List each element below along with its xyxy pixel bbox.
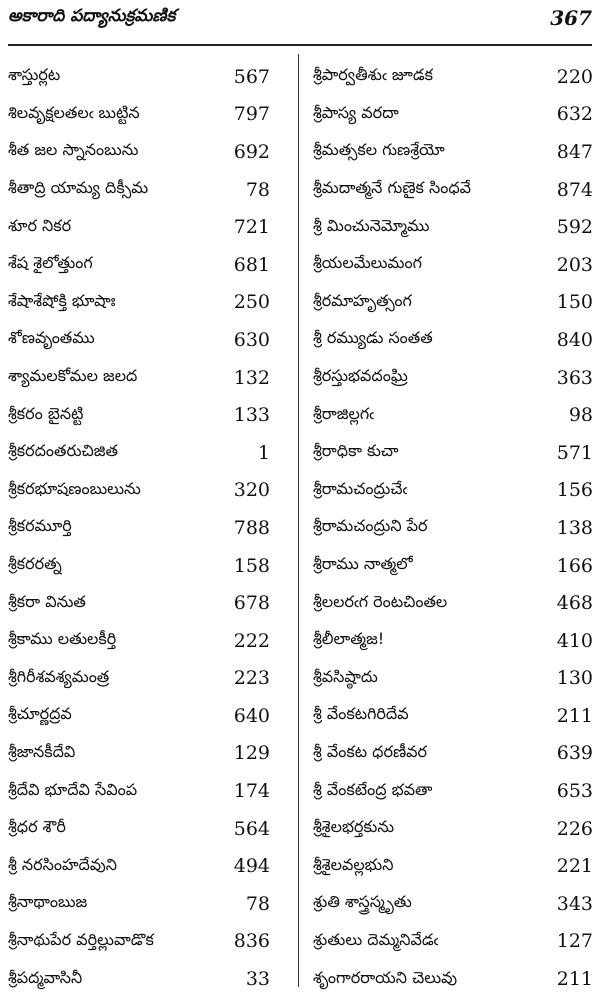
entry-first-line: శేషాశేషోక్తి భూషాః bbox=[8, 290, 116, 310]
entry-page-number: 78 bbox=[245, 892, 270, 915]
index-entry bbox=[313, 660, 593, 698]
entry-first-line: శ్రీరాము నాత్మలో bbox=[313, 554, 413, 574]
page-number: 367 bbox=[550, 6, 592, 30]
header-rule bbox=[8, 44, 592, 46]
index-entry bbox=[8, 772, 270, 810]
entry-first-line: శ్రీవసిష్ఠాదు bbox=[313, 666, 378, 686]
entry-first-line: శ్రీనాథాంబుజ bbox=[8, 892, 88, 912]
index-entry bbox=[8, 96, 270, 134]
index-entry bbox=[8, 434, 270, 472]
entry-page-number: 847 bbox=[556, 140, 593, 163]
index-entry bbox=[313, 472, 593, 510]
entry-page-number: 158 bbox=[233, 554, 270, 577]
index-entry bbox=[8, 321, 270, 359]
entry-first-line: శ్రీలలరఁగ రెంటచింతల bbox=[313, 591, 448, 611]
entry-page-number: 221 bbox=[556, 855, 593, 878]
entry-first-line: శ్రీకాము లతులకీర్తి bbox=[8, 629, 117, 649]
entry-first-line: శ్రీదేవి భూదేవి సేవింప bbox=[8, 779, 138, 799]
entry-first-line: శాస్తుర్లట bbox=[8, 65, 61, 85]
index-entry bbox=[8, 284, 270, 322]
entry-page-number: 130 bbox=[556, 667, 593, 690]
entry-first-line: శ్రీకరం బైనట్టి bbox=[8, 403, 84, 423]
index-entry bbox=[313, 960, 593, 998]
entry-first-line: శ్రీరామచంద్రుచేఁ bbox=[313, 478, 408, 498]
entry-first-line: శ్రీచూర్ణద్రవ bbox=[8, 704, 72, 724]
index-entry bbox=[8, 171, 270, 209]
index-entry bbox=[313, 509, 593, 547]
entry-first-line: శ్రీమదాత్మనే గుణైక సింధవే bbox=[313, 178, 472, 198]
entry-page-number: 564 bbox=[233, 817, 270, 840]
entry-first-line: శ్రీనాథుపేర వర్తిల్లువాడొక bbox=[8, 929, 154, 949]
entry-page-number: 223 bbox=[233, 667, 270, 690]
index-entry bbox=[313, 735, 593, 773]
entry-page-number: 211 bbox=[556, 968, 593, 991]
entry-page-number: 211 bbox=[556, 704, 593, 727]
entry-page-number: 320 bbox=[233, 479, 270, 502]
entry-first-line: శిలవృక్షలతలఁ బుట్టిన bbox=[8, 102, 140, 122]
entry-page-number: 156 bbox=[556, 479, 593, 502]
entry-page-number: 494 bbox=[233, 855, 270, 878]
index-entry bbox=[313, 359, 593, 397]
entry-first-line: శ్రీ వేంకటేంద్ర భవతా bbox=[313, 779, 433, 799]
entry-first-line: శ్రీజానకీదేవి bbox=[8, 741, 76, 761]
entry-first-line: శ్రీరమాహృత్సంగ bbox=[313, 290, 412, 310]
entry-page-number: 639 bbox=[556, 742, 593, 765]
entry-page-number: 78 bbox=[245, 178, 270, 201]
entry-first-line: శ్రీరామచంద్రుని పేర bbox=[313, 516, 428, 536]
entry-page-number: 797 bbox=[233, 103, 270, 126]
entry-page-number: 410 bbox=[556, 629, 593, 652]
entry-page-number: 250 bbox=[233, 291, 270, 314]
index-entry bbox=[8, 208, 270, 246]
entry-first-line: శ్రీగిరీశవశ్యమంత్ర bbox=[8, 666, 110, 686]
index-entry bbox=[313, 847, 593, 885]
entry-first-line: శ్రీమత్సకల గుణశ్రేయో bbox=[313, 140, 445, 160]
entry-first-line: శ్రీరాధికా కుచా bbox=[313, 441, 399, 461]
entry-page-number: 222 bbox=[233, 629, 270, 652]
index-entry bbox=[313, 284, 593, 322]
entry-first-line: శీత జల స్నానంబును bbox=[8, 140, 139, 160]
entry-first-line: శ్రుతులు దెమ్మనివేడఁ bbox=[313, 929, 439, 949]
running-head bbox=[8, 4, 592, 32]
entry-page-number: 721 bbox=[233, 216, 270, 239]
entry-page-number: 150 bbox=[556, 291, 593, 314]
entry-first-line: శృంగారరాయని చెలువు bbox=[313, 967, 458, 987]
entry-first-line: శ్రీకరా వినుత bbox=[8, 591, 86, 611]
index-entry bbox=[313, 246, 593, 284]
entry-first-line: శ్రీకరమూర్తి bbox=[8, 516, 72, 536]
entry-page-number: 630 bbox=[233, 328, 270, 351]
index-entry bbox=[313, 885, 593, 923]
entry-page-number: 653 bbox=[556, 780, 593, 803]
entry-first-line: శ్రీకరభూషణంబులును bbox=[8, 478, 141, 498]
index-column-right bbox=[313, 58, 593, 998]
entry-page-number: 788 bbox=[233, 516, 270, 539]
running-title: అకారాది పద్యానుక్రమణిక bbox=[8, 6, 176, 26]
entry-first-line: శ్రీ రమ్యుడు సంతత bbox=[313, 328, 433, 348]
column-divider bbox=[298, 54, 299, 987]
entry-page-number: 836 bbox=[233, 930, 270, 953]
entry-page-number: 1 bbox=[257, 441, 270, 464]
entry-page-number: 640 bbox=[233, 704, 270, 727]
entry-first-line: శ్రీ వేంకట ధరణీవర bbox=[313, 741, 428, 761]
entry-page-number: 567 bbox=[233, 65, 270, 88]
index-entry bbox=[313, 96, 593, 134]
entry-page-number: 127 bbox=[556, 930, 593, 953]
index-column-left bbox=[8, 58, 270, 998]
entry-first-line: శేష శైలోత్తుంగ bbox=[8, 253, 93, 273]
index-entry bbox=[8, 660, 270, 698]
entry-first-line: శూర నికర bbox=[8, 215, 72, 235]
index-entry bbox=[313, 772, 593, 810]
entry-page-number: 33 bbox=[245, 968, 270, 991]
entry-first-line: శ్రీపాస్య వరదా bbox=[313, 102, 399, 122]
entry-first-line: శ్రీరాజిల్లగఁ bbox=[313, 403, 374, 423]
index-entry bbox=[8, 396, 270, 434]
entry-page-number: 203 bbox=[556, 253, 593, 276]
index-entry bbox=[313, 584, 593, 622]
index-entry bbox=[8, 133, 270, 171]
entry-page-number: 692 bbox=[233, 140, 270, 163]
index-entry bbox=[313, 396, 593, 434]
index-entry bbox=[313, 171, 593, 209]
entry-first-line: శ్రీధర శౌరీ bbox=[8, 817, 66, 837]
index-entry bbox=[8, 509, 270, 547]
index-entry bbox=[8, 472, 270, 510]
index-entry bbox=[313, 923, 593, 961]
index-entry bbox=[8, 697, 270, 735]
entry-page-number: 468 bbox=[556, 592, 593, 615]
entry-first-line: శ్రీ మించునెమ్మోము bbox=[313, 215, 430, 235]
index-entry bbox=[8, 847, 270, 885]
index-entry bbox=[313, 810, 593, 848]
entry-page-number: 840 bbox=[556, 328, 593, 351]
entry-page-number: 133 bbox=[233, 404, 270, 427]
index-entry bbox=[8, 622, 270, 660]
entry-first-line: శ్రీకరదంతరుచిజిత bbox=[8, 441, 118, 461]
index-entry bbox=[8, 58, 270, 96]
entry-first-line: శ్రీశైలభర్తకును bbox=[313, 817, 395, 837]
entry-first-line: శ్రీ వేంకటగిరిదేవ bbox=[313, 704, 409, 724]
entry-first-line: శ్రీశైలవల్లభుని bbox=[313, 854, 394, 874]
index-entry bbox=[8, 359, 270, 397]
index-entry bbox=[313, 133, 593, 171]
entry-page-number: 571 bbox=[556, 441, 593, 464]
entry-page-number: 874 bbox=[556, 178, 593, 201]
index-entry bbox=[8, 547, 270, 585]
entry-page-number: 592 bbox=[556, 216, 593, 239]
entry-first-line: శ్రీపద్మవాసినీ bbox=[8, 967, 83, 987]
entry-page-number: 98 bbox=[568, 404, 593, 427]
entry-first-line: శ్రీయలమేలుమంగ bbox=[313, 253, 422, 273]
entry-first-line: శ్రీలీలాత్మజ! bbox=[313, 629, 385, 649]
index-entry bbox=[8, 246, 270, 284]
index-entry bbox=[313, 321, 593, 359]
entry-page-number: 678 bbox=[233, 592, 270, 615]
index-entry bbox=[8, 810, 270, 848]
index-entry bbox=[313, 208, 593, 246]
entry-page-number: 681 bbox=[233, 253, 270, 276]
index-entry bbox=[8, 960, 270, 998]
entry-first-line: శ్రీపార్వతీశుఁ జూడక bbox=[313, 65, 434, 85]
entry-first-line: శీతాద్రి యామ్య దిక్సీమ bbox=[8, 178, 149, 198]
index-entry bbox=[8, 923, 270, 961]
entry-page-number: 138 bbox=[556, 516, 593, 539]
index-entry bbox=[313, 697, 593, 735]
index-entry bbox=[313, 434, 593, 472]
entry-page-number: 129 bbox=[233, 742, 270, 765]
entry-page-number: 166 bbox=[556, 554, 593, 577]
index-entry bbox=[313, 547, 593, 585]
entry-page-number: 363 bbox=[556, 366, 593, 389]
entry-first-line: శ్యామలకోమల జలద bbox=[8, 366, 138, 386]
entry-page-number: 220 bbox=[556, 65, 593, 88]
entry-first-line: శ్రుతి శాస్త్రస్మృతు bbox=[313, 892, 412, 912]
index-entry bbox=[313, 58, 593, 96]
index-entry bbox=[313, 622, 593, 660]
index-entry bbox=[8, 885, 270, 923]
entry-first-line: శ్రీరస్తుభవదంఘ్రి bbox=[313, 366, 408, 386]
index-entry bbox=[8, 584, 270, 622]
entry-page-number: 174 bbox=[233, 780, 270, 803]
entry-page-number: 226 bbox=[556, 817, 593, 840]
entry-first-line: శ్రీ నరసింహదేవుని bbox=[8, 854, 117, 874]
entry-page-number: 343 bbox=[556, 892, 593, 915]
entry-first-line: శ్రీకరరత్న bbox=[8, 554, 62, 574]
entry-page-number: 632 bbox=[556, 103, 593, 126]
entry-first-line: శోణవృంతము bbox=[8, 328, 95, 348]
entry-page-number: 132 bbox=[233, 366, 270, 389]
index-entry bbox=[8, 735, 270, 773]
